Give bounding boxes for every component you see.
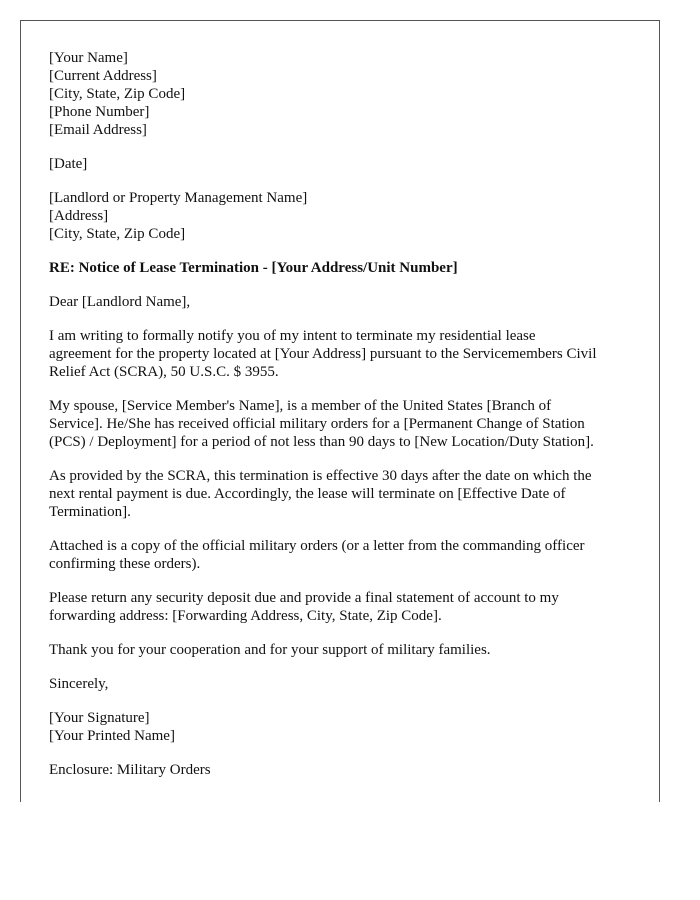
closing-block xyxy=(49,675,649,693)
letter-content xyxy=(49,49,649,795)
sender-phone: [Phone Number] xyxy=(49,104,150,120)
body-line: Thank you for your cooperation and for your support of military families. xyxy=(49,642,491,658)
body-paragraph-1 xyxy=(49,327,649,381)
body-line: My spouse, [Service Member's Name], is a member of the United States [Branch of xyxy=(49,398,552,414)
body-line: Attached is a copy of the official military orders (or a letter from the commanding officer xyxy=(49,538,585,554)
sender-block xyxy=(49,49,649,139)
body-line: As provided by the SCRA, this termination is effective 30 days after the date on which the xyxy=(49,468,592,484)
body-paragraph-3 xyxy=(49,467,649,521)
sender-email: [Email Address] xyxy=(49,122,147,138)
body-line: forwarding address: [Forwarding Address, City, State, Zip Code]. xyxy=(49,608,442,624)
recipient-block xyxy=(49,189,649,243)
date-block xyxy=(49,155,649,173)
sender-name: [Your Name] xyxy=(49,50,128,66)
salutation: Dear [Landlord Name], xyxy=(49,294,191,310)
body-paragraph-2 xyxy=(49,397,649,451)
body-paragraph-5 xyxy=(49,589,649,625)
letter-page xyxy=(20,20,660,802)
recipient-city-state-zip: [City, State, Zip Code] xyxy=(49,226,186,242)
letter-date: [Date] xyxy=(49,156,88,172)
body-line: I am writing to formally notify you of my intent to terminate my residential lease xyxy=(49,328,536,344)
signature-block xyxy=(49,709,649,745)
body-paragraph-4 xyxy=(49,537,649,573)
body-line: confirming these orders). xyxy=(49,556,201,572)
body-line: agreement for the property located at [Your Address] pursuant to the Servicemembers Civil xyxy=(49,346,597,362)
body-line: (PCS) / Deployment] for a period of not less than 90 days to [New Location/Duty Station]. xyxy=(49,434,594,450)
body-line: Please return any security deposit due and provide a final statement of account to my xyxy=(49,590,559,606)
salutation-block xyxy=(49,293,649,311)
recipient-address: [Address] xyxy=(49,208,109,224)
signature: [Your Signature] xyxy=(49,710,150,726)
body-line: next rental payment is due. Accordingly, the lease will terminate on [Effective Date of xyxy=(49,486,566,502)
subject-block xyxy=(49,259,649,277)
recipient-name: [Landlord or Property Management Name] xyxy=(49,190,308,206)
printed-name: [Your Printed Name] xyxy=(49,728,175,744)
body-line: Termination]. xyxy=(49,504,131,520)
body-line: Relief Act (SCRA), 50 U.S.C. $ 3955. xyxy=(49,364,279,380)
sender-city-state-zip: [City, State, Zip Code] xyxy=(49,86,186,102)
subject-line: RE: Notice of Lease Termination - [Your Address/Unit Number] xyxy=(49,260,458,276)
sender-address: [Current Address] xyxy=(49,68,157,84)
body-line: Service]. He/She has received official military orders for a [Permanent Change of Station xyxy=(49,416,585,432)
enclosure: Enclosure: Military Orders xyxy=(49,762,211,778)
closing: Sincerely, xyxy=(49,676,109,692)
enclosure-block xyxy=(49,761,649,779)
body-paragraph-6 xyxy=(49,641,649,659)
